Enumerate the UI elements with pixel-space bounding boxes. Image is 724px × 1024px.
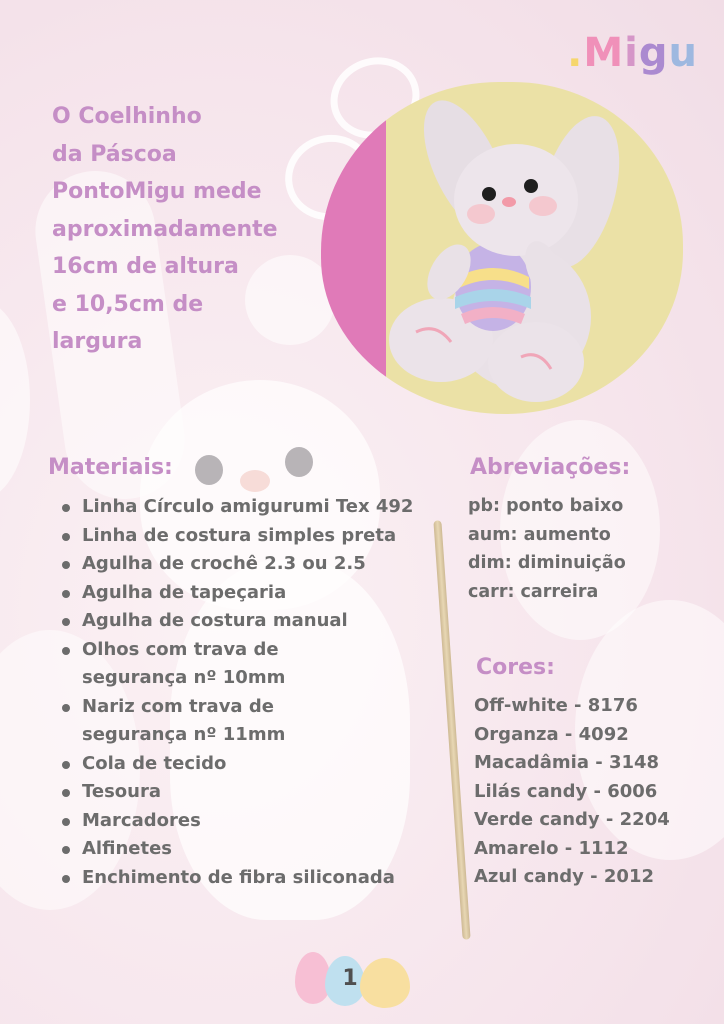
materials-list [62, 493, 452, 892]
materials-heading: Materiais: [48, 455, 173, 480]
list-item: pb: ponto baixo [468, 496, 624, 516]
page-headline: O Coelhinho da Páscoa PontoMigu mede aproximadamente 16cm de altura e 10,5cm de largura [52, 104, 278, 354]
list-item: Amarelo - 1112 [474, 837, 629, 859]
logo-letter: u [668, 30, 698, 76]
list-item: Linha de costura simples preta [62, 522, 452, 551]
list-item: Agulha de costura manual [62, 607, 452, 636]
list-item: Macadâmia - 3148 [474, 752, 660, 773]
list-item: carr: carreira [468, 581, 599, 602]
abbreviations-list [468, 492, 688, 606]
list-item: dim: diminuição [468, 553, 626, 573]
logo-letter: M [583, 30, 625, 76]
migu-logo [567, 30, 698, 76]
background-bunny-eye [195, 455, 223, 485]
page-number-badge [295, 950, 415, 1010]
logo-letter: i [624, 30, 639, 76]
list-item: Alfinetes [62, 835, 452, 864]
logo-letter: g [638, 30, 669, 76]
colors-list [474, 692, 714, 892]
list-item: Enchimento de fibra siliconada [62, 864, 452, 893]
list-item: aum: aumento [468, 524, 611, 545]
list-item: Agulha de crochê 2.3 ou 2.5 [62, 550, 452, 579]
colors-heading: Cores: [476, 655, 555, 680]
list-item: Linha Círculo amigurumi Tex 492 [62, 493, 452, 522]
background-bunny-eye [285, 447, 313, 477]
egg-icon [360, 958, 410, 1008]
logo-dot: . [567, 30, 584, 76]
background-crochet-piece [0, 300, 30, 500]
list-item: Organza - 4092 [474, 723, 629, 745]
bunny-illustration [321, 82, 683, 414]
list-item: Marcadores [62, 807, 452, 836]
page-number: 1 [342, 966, 358, 991]
abbreviations-heading: Abreviações: [470, 455, 631, 480]
list-item: Cola de tecido [62, 750, 452, 779]
list-item: Azul candy - 2012 [474, 866, 655, 887]
list-item: Lilás candy - 6006 [474, 780, 658, 802]
background-bunny-nose [240, 470, 270, 492]
list-item: Off-white - 8176 [474, 695, 638, 716]
list-item: Tesoura [62, 778, 452, 807]
list-item: Nariz com trava de segurança nº 11mm [62, 693, 452, 750]
bunny-photo [321, 82, 683, 414]
list-item: Verde candy - 2204 [474, 809, 670, 830]
list-item: Agulha de tapeçaria [62, 579, 452, 608]
list-item: Olhos com trava de segurança nº 10mm [62, 636, 452, 693]
